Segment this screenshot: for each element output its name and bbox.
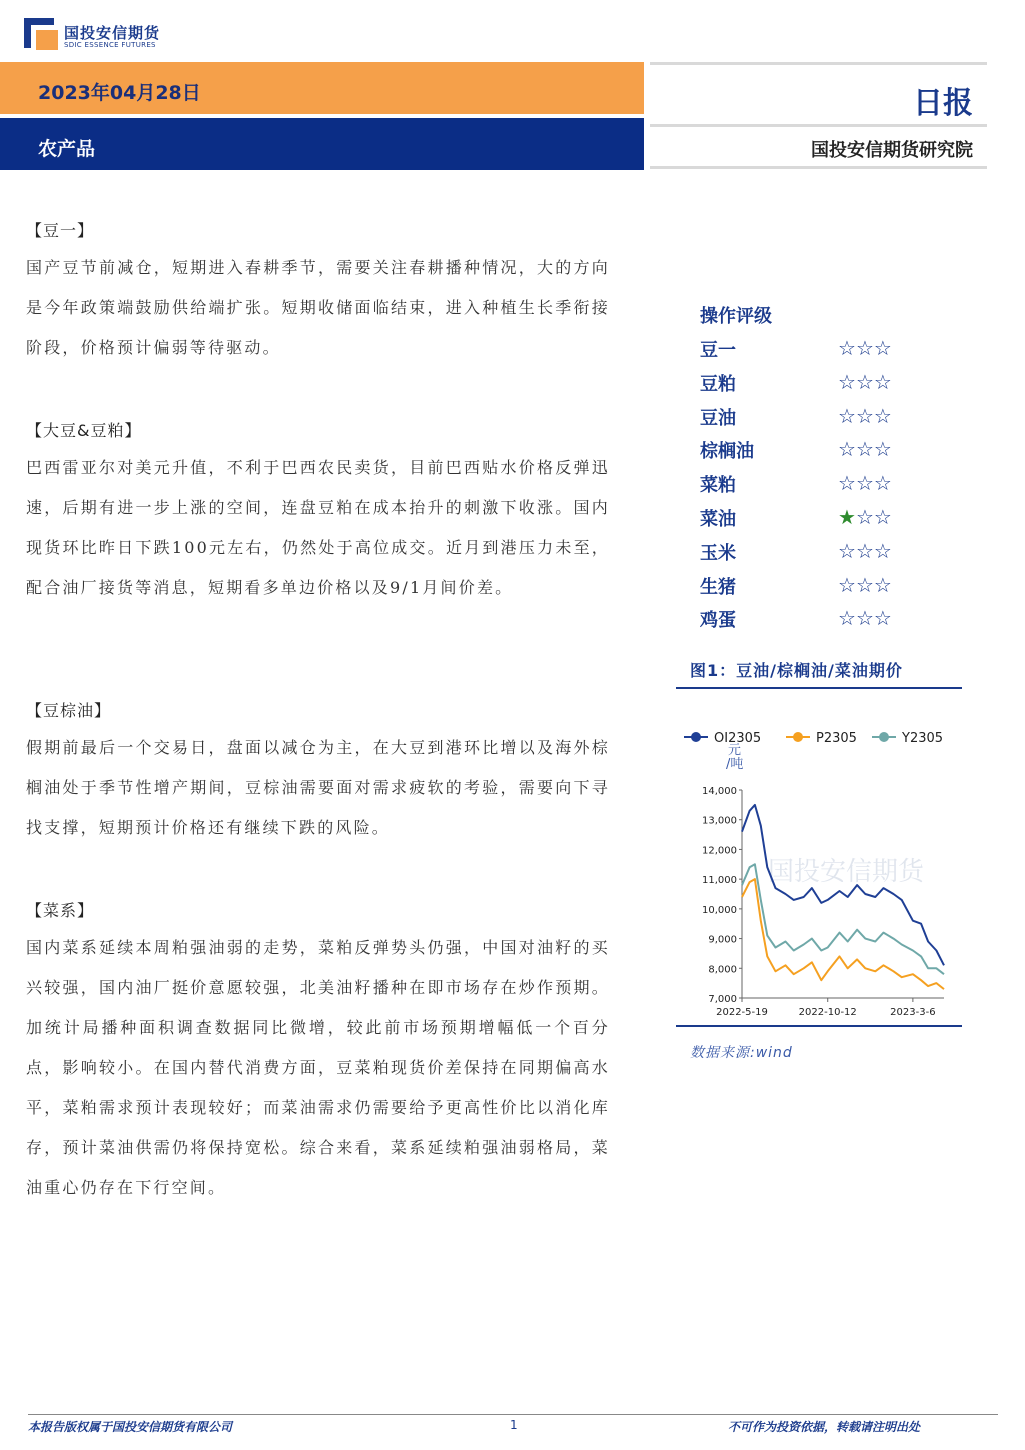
chart-watermark: 国投安信期货 xyxy=(768,857,925,887)
rating-commodity-name: 生猪 xyxy=(700,576,736,598)
rating-row xyxy=(700,471,920,501)
rating-row xyxy=(700,606,920,636)
legend-marker xyxy=(879,732,889,742)
star-empty-icon: ☆ xyxy=(873,606,892,631)
star-empty-icon: ☆ xyxy=(873,336,892,360)
price-chart-svg xyxy=(676,716,966,1026)
footer-divider xyxy=(28,1414,998,1415)
rating-row xyxy=(700,404,920,434)
star-empty-icon: ☆ xyxy=(873,369,892,394)
section-title-rapeseed: 【菜系】 xyxy=(26,901,95,920)
star-empty-icon: ☆ xyxy=(873,538,892,563)
star-empty-icon: ☆ xyxy=(873,403,892,428)
y-tick-label: 9,000 xyxy=(708,934,737,946)
legend-label: P2305 xyxy=(816,731,857,746)
y-tick-label: 7,000 xyxy=(708,994,737,1005)
footer-disclaimer: 不可作为投资依据，转载请注明出处 xyxy=(728,1420,921,1434)
header-divider-bottom xyxy=(650,166,987,169)
rating-commodity-name: 棕榈油 xyxy=(700,441,754,463)
rating-commodity-name: 玉米 xyxy=(700,542,736,564)
star-empty-icon: ☆ xyxy=(855,538,874,563)
y-axis-label: 元 xyxy=(728,743,742,758)
rating-commodity-name: 豆油 xyxy=(700,407,736,429)
rating-commodity-name: 菜油 xyxy=(700,509,736,530)
rating-commodity-name: 豆一 xyxy=(700,340,736,361)
y-tick-label: 14,000 xyxy=(702,786,737,797)
star-empty-icon: ☆ xyxy=(855,505,874,529)
star-empty-icon: ☆ xyxy=(838,471,856,496)
star-empty-icon: ☆ xyxy=(838,606,856,631)
rating-row xyxy=(700,370,920,400)
x-tick-label: 2022-5-19 xyxy=(716,1007,768,1018)
star-empty-icon: ☆ xyxy=(838,403,856,428)
star-empty-icon: ☆ xyxy=(855,437,874,462)
rating-commodity-name: 豆粕 xyxy=(700,373,736,395)
section-body-soybean-meal: 巴西雷亚尔对美元升值，不利于巴西农民卖货，目前巴西贴水价格反弹迅速，后期有进一步上涨的空间，连盘豆粕在成本抬升的刺激下收涨。国内现货环比昨日下跌100元左右，仍然处于高位成交。近月到港压力未至，配合油厂接货等消息，短期看多单边价格以及9/1月间价差。 xyxy=(26,458,610,597)
star-empty-icon: ☆ xyxy=(838,369,856,394)
figure-title: 图1：豆油/棕榈油/菜油期价 xyxy=(690,661,903,680)
section-body-dou1: 国产豆节前减仓，短期进入春耕季节，需要关注春耕播种情况，大的方向是今年政策端鼓励供给端扩张。短期收储面临结束，进入种植生长季衔接阶段，价格预计偏弱等待驱动。 xyxy=(26,258,610,357)
legend-marker xyxy=(793,732,803,742)
header-divider-top xyxy=(650,62,987,65)
star-empty-icon: ☆ xyxy=(838,437,856,462)
section-title-dou1: 【豆一】 xyxy=(26,221,95,240)
figure-bottom-rule xyxy=(676,1025,962,1027)
rating-stars xyxy=(838,471,892,495)
series-line-p2305 xyxy=(742,879,944,989)
rating-commodity-name: 鸡蛋 xyxy=(700,610,736,632)
header-divider-middle xyxy=(650,124,987,127)
logo-mark-icon xyxy=(24,18,58,50)
category-bar xyxy=(0,118,644,170)
footer-copyright: 本报告版权属于国投安信期货有限公司 xyxy=(28,1420,233,1434)
star-empty-icon: ☆ xyxy=(838,572,856,597)
y-tick-label: 11,000 xyxy=(702,875,737,887)
report-category: 农产品 xyxy=(38,138,96,160)
section-body-rapeseed: 国内菜系延续本周粕强油弱的走势，菜粕反弹势头仍强，中国对油籽的买兴较强，国内油厂挺价意愿较强，北美油籽播种在即市场存在炒作预期。加统计局播种面积调查数据同比微增，较此前市场预期增幅低一个百分点，影响较小。在国内替代消费方面，豆菜粕现货价差保持在同期偏高水平，菜粕需求预计表现较好；而菜油需求仍需要给予更高性价比以消化库存，预计菜油供需仍将保持宽松。综合来看，菜系延续粕强油弱格局，菜油重心仍存在下行空间。 xyxy=(26,938,610,1197)
star-empty-icon: ☆ xyxy=(873,471,892,496)
rating-stars xyxy=(838,539,892,563)
rating-stars xyxy=(838,573,892,597)
y-tick-label: 10,000 xyxy=(702,904,737,916)
rating-stars xyxy=(838,606,892,630)
x-tick-label: 2023-3-6 xyxy=(890,1007,936,1018)
star-empty-icon: ☆ xyxy=(873,505,892,529)
section-title-soybean-meal: 【大豆&豆粕】 xyxy=(26,421,142,440)
rating-commodity-name: 菜粕 xyxy=(700,475,736,497)
rating-row xyxy=(700,437,920,467)
rating-title: 操作评级 xyxy=(700,306,772,327)
rating-row xyxy=(700,505,920,535)
report-date: 2023年04月28日 xyxy=(38,82,201,104)
y-tick-label: 8,000 xyxy=(708,964,737,976)
logo-name-en: SDIC ESSENCE FUTURES xyxy=(64,41,156,49)
x-tick-label: 2022-10-12 xyxy=(798,1007,857,1018)
star-filled-icon: ★ xyxy=(838,505,856,529)
y-tick-label: 13,000 xyxy=(702,815,737,827)
date-bar xyxy=(0,62,644,114)
y-axis-label-unit: /吨 xyxy=(726,757,744,772)
star-empty-icon: ☆ xyxy=(873,572,892,597)
legend-label: OI2305 xyxy=(714,731,762,746)
rating-row xyxy=(700,336,920,366)
logo-name-cn: 国投安信期货 xyxy=(64,24,161,42)
star-empty-icon: ☆ xyxy=(855,572,874,597)
data-source: 数据来源:wind xyxy=(690,1045,793,1061)
star-empty-icon: ☆ xyxy=(855,606,874,631)
rating-row xyxy=(700,573,920,603)
report-type: 日报 xyxy=(913,86,973,121)
rating-stars xyxy=(838,437,892,461)
price-chart xyxy=(676,716,966,1026)
figure-title-rule xyxy=(676,687,962,689)
star-empty-icon: ☆ xyxy=(838,538,856,563)
section-title-oils: 【豆棕油】 xyxy=(26,701,112,720)
institute-name: 国投安信期货研究院 xyxy=(811,140,973,161)
rating-stars xyxy=(838,404,892,428)
page-number: 1 xyxy=(510,1418,518,1432)
company-logo xyxy=(24,18,204,52)
star-empty-icon: ☆ xyxy=(855,369,874,394)
star-empty-icon: ☆ xyxy=(838,336,856,360)
legend-label: Y2305 xyxy=(902,731,944,746)
rating-row xyxy=(700,539,920,569)
y-tick-label: 12,000 xyxy=(702,845,737,857)
legend-marker xyxy=(691,732,701,742)
star-empty-icon: ☆ xyxy=(873,437,892,462)
star-empty-icon: ☆ xyxy=(855,403,874,428)
rating-stars xyxy=(838,370,892,394)
section-body-oils: 假期前最后一个交易日，盘面以减仓为主，在大豆到港环比增以及海外棕榈油处于季节性增产期间，豆棕油需要面对需求疲软的考验，需要向下寻找支撑，短期预计价格还有继续下跌的风险。 xyxy=(26,738,610,837)
rating-stars xyxy=(838,505,892,529)
rating-stars xyxy=(838,336,892,360)
star-empty-icon: ☆ xyxy=(855,471,874,496)
star-empty-icon: ☆ xyxy=(855,336,874,360)
